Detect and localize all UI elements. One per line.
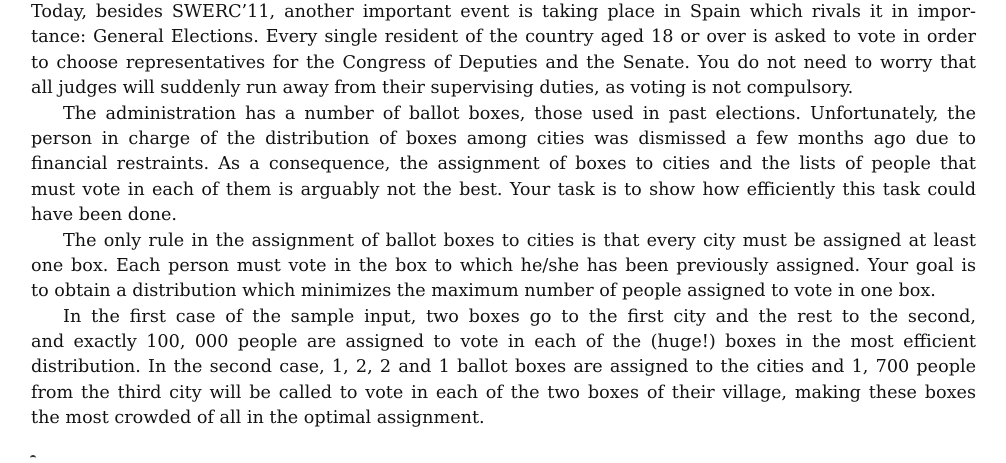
text-line: The administration has a number of ballot boxes, those used in past elections. Unfortunately, the	[63, 103, 976, 124]
text-line: from the third city will be called to vote in each of the two boxes of their village, making these boxes	[31, 382, 976, 403]
text-line: and exactly 100, 000 people are assigned to vote in each of the (huge!) boxes in the most efficient	[31, 332, 976, 353]
text-line: The only rule in the assignment of ballot boxes to cities is that every city must be assigned at least	[63, 230, 976, 251]
text-line: tance: General Elections. Every single resident of the country aged 18 or over is asked to vote in order	[31, 27, 976, 48]
text-line: one box. Each person must vote in the box to which he/she has been previously assigned. Your goal is	[31, 255, 976, 276]
text-line: to obtain a distribution which minimizes the maximum number of people assigned to vote in one box.	[31, 281, 936, 302]
text-line: all judges will suddenly run away from their supervising duties, as voting is not compulsory.	[31, 78, 854, 99]
cropped-glyph-fragment	[30, 455, 36, 460]
paragraph-3	[31, 229, 976, 305]
text-line: must vote in each of them is arguably not the best. Your task is to show how efficiently this task could	[31, 179, 976, 200]
text-line: financial restraints. As a consequence, the assignment of boxes to cities and the lists of people that	[31, 154, 976, 175]
text-line: person in charge of the distribution of boxes among cities was dismissed a few months ago due to	[31, 128, 976, 149]
paragraph-2	[31, 102, 976, 229]
document-body	[31, 0, 976, 432]
paragraph-4	[31, 305, 976, 432]
text-line: have been done.	[31, 205, 177, 226]
paragraph-1	[31, 0, 976, 102]
text-line: Today, besides SWERC’11, another important event is taking place in Spain which rivals it in impor-	[31, 2, 976, 22]
text-line: In the first case of the sample input, two boxes go to the first city and the rest to the second,	[63, 306, 976, 327]
text-line: distribution. In the second case, 1, 2, 2 and 1 ballot boxes are assigned to the cities and 1, 700 people	[31, 357, 976, 378]
text-line: the most crowded of all in the optimal assignment.	[31, 408, 485, 429]
text-line: to choose representatives for the Congress of Deputies and the Senate. You do not need to worry that	[31, 52, 976, 73]
